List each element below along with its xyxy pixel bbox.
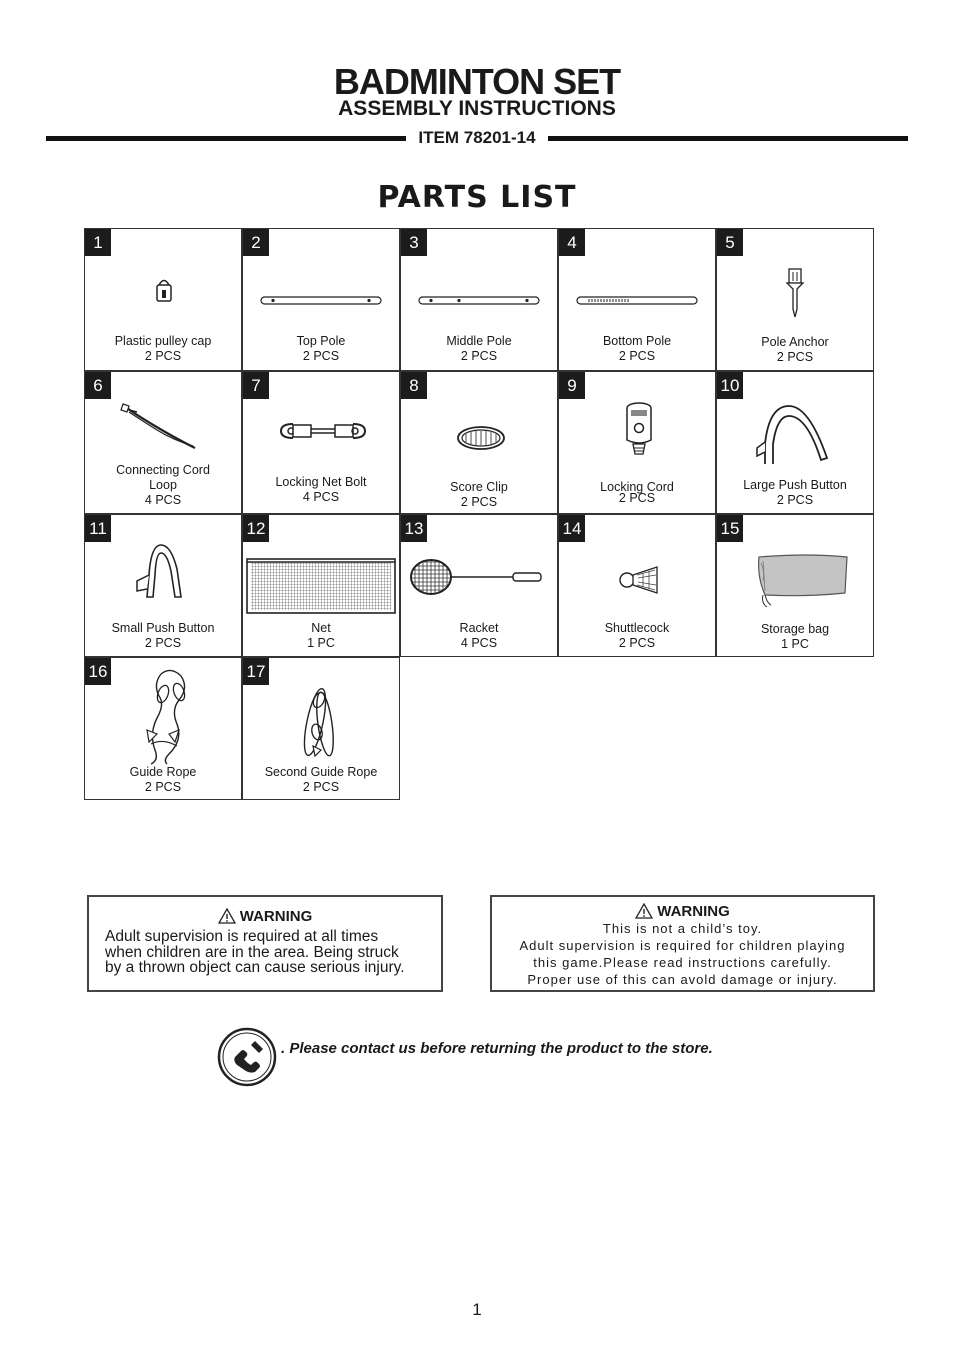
warning-line: Adult supervision is required for children playing — [519, 938, 846, 953]
part-name: Storage bag — [760, 622, 830, 636]
part-label — [401, 621, 557, 651]
large-push-button-icon — [717, 400, 873, 470]
part-number: 12 — [243, 515, 269, 542]
part-name: Net — [311, 621, 331, 635]
part-qty: 2 PCS — [618, 491, 656, 505]
part-qty: 2 PCS — [618, 636, 656, 650]
part-cell — [558, 514, 716, 657]
part-cell — [242, 371, 400, 514]
warning-heading-text: WARNING — [239, 908, 313, 925]
part-qty: 2 PCS — [144, 780, 182, 794]
part-number: 15 — [717, 515, 743, 542]
part-label — [85, 621, 241, 651]
part-name: Second Guide Rope — [264, 765, 378, 779]
part-label — [559, 480, 715, 506]
part-label — [717, 478, 873, 508]
part-cell — [558, 371, 716, 514]
part-qty: 1 PC — [781, 637, 809, 651]
pole-anchor-icon — [717, 265, 873, 321]
part-qty: 2 PCS — [302, 780, 340, 794]
part-cell — [558, 228, 716, 371]
part-qty: 2 PCS — [460, 349, 498, 363]
warning-heading — [492, 903, 873, 921]
part-name: Small Push Button — [111, 621, 215, 635]
part-name: Shuttlecock — [604, 621, 670, 635]
part-qty: 2 PCS — [776, 350, 814, 364]
divider-right — [548, 136, 908, 141]
second-guide-rope-icon — [243, 682, 399, 764]
contact-note: . Please contact us before returning the product to the store. — [281, 1040, 713, 1057]
phone-icon — [217, 1027, 277, 1087]
parts-list-title: PARTS LIST — [377, 180, 577, 215]
part-cell — [84, 657, 242, 800]
part-label — [401, 480, 557, 510]
part-number: 1 — [85, 229, 111, 256]
bottom-pole-icon — [559, 289, 715, 313]
warning-triangle-icon — [218, 908, 236, 924]
warning-box-supervision — [87, 895, 443, 992]
part-label — [85, 334, 241, 364]
part-cell — [716, 228, 874, 371]
part-name: Top Pole — [296, 334, 346, 348]
middle-pole-icon — [401, 289, 557, 313]
part-label — [559, 621, 715, 651]
storage-bag-icon — [717, 551, 873, 613]
part-qty: 4 PCS — [460, 636, 498, 650]
part-number: 14 — [559, 515, 585, 542]
pulley-cap-icon — [85, 271, 241, 311]
part-label — [717, 335, 873, 365]
part-qty: 2 PCS — [460, 495, 498, 509]
part-cell — [400, 514, 558, 657]
warning-box-not-toy — [490, 895, 875, 992]
item-code: ITEM 78201-14 — [418, 128, 536, 147]
part-cell — [400, 228, 558, 371]
part-qty: 2 PCS — [144, 636, 182, 650]
warning-line: this game.Please read instructions carefully. — [533, 955, 832, 970]
racket-icon — [401, 557, 557, 601]
parts-grid — [84, 228, 875, 801]
part-cell — [716, 371, 874, 514]
warning-heading-text: WARNING — [657, 903, 730, 920]
part-name: Bottom Pole — [602, 334, 672, 348]
warning-line: by a thrown object can cause serious injury. — [105, 959, 405, 976]
document-title: BADMINTON SET — [333, 61, 621, 102]
part-label — [559, 334, 715, 364]
part-name: Guide Rope — [129, 765, 197, 779]
page-number: 1 — [472, 1300, 482, 1319]
part-number: 7 — [243, 372, 269, 399]
part-name: Large Push Button — [743, 478, 847, 492]
part-number: 9 — [559, 372, 585, 399]
document-subtitle: ASSEMBLY INSTRUCTIONS — [338, 97, 616, 120]
part-label — [243, 334, 399, 364]
part-cell — [716, 514, 874, 657]
part-cell — [84, 371, 242, 514]
top-pole-icon — [243, 289, 399, 313]
locking-cord-icon — [559, 398, 715, 468]
part-label — [243, 621, 399, 651]
part-number: 5 — [717, 229, 743, 256]
net-bolt-icon — [243, 416, 399, 446]
divider-left — [46, 136, 406, 141]
warning-body — [105, 929, 435, 976]
small-push-button-icon — [85, 539, 241, 605]
part-cell — [84, 514, 242, 657]
part-name: Racket — [459, 621, 499, 635]
part-name: Plastic pulley cap — [114, 334, 212, 348]
part-label — [243, 475, 399, 505]
warning-heading — [89, 908, 441, 926]
part-qty: 4 PCS — [144, 493, 182, 507]
part-cell — [242, 228, 400, 371]
part-number: 3 — [401, 229, 427, 256]
warning-line: Proper use of this can avold damage or injury. — [527, 972, 838, 987]
shuttlecock-icon — [559, 563, 715, 597]
part-qty: 2 PCS — [776, 493, 814, 507]
part-name: Pole Anchor — [761, 335, 829, 349]
warning-triangle-icon — [635, 903, 653, 919]
part-number: 10 — [717, 372, 743, 399]
part-label — [85, 463, 241, 508]
part-name: Middle Pole — [446, 334, 512, 348]
part-name: Loop — [149, 478, 177, 492]
cord-loop-icon — [85, 396, 241, 456]
part-qty: 2 PCS — [618, 349, 656, 363]
guide-rope-icon — [85, 664, 241, 766]
part-cell — [242, 514, 400, 657]
part-number: 8 — [401, 372, 427, 399]
part-label — [85, 765, 241, 795]
part-cell — [242, 657, 400, 800]
part-number: 11 — [85, 515, 111, 542]
warning-line: when children are in the area. Being struck — [105, 943, 399, 961]
warning-body — [492, 920, 873, 988]
net-icon — [243, 557, 399, 617]
part-label — [717, 622, 873, 652]
part-number: 13 — [401, 515, 427, 542]
score-clip-icon — [401, 422, 557, 456]
part-cell — [84, 228, 242, 371]
part-label — [401, 334, 557, 364]
part-number: 16 — [85, 658, 111, 685]
part-name: Connecting Cord — [116, 463, 210, 477]
part-qty: 1 PC — [307, 636, 335, 650]
part-number: 2 — [243, 229, 269, 256]
part-cell — [400, 371, 558, 514]
part-name: Score Clip — [450, 480, 508, 494]
part-number: 17 — [243, 658, 269, 685]
part-label — [243, 765, 399, 795]
part-number: 6 — [85, 372, 111, 399]
warning-line: Adult supervision is required at all times — [105, 928, 379, 945]
part-number: 4 — [559, 229, 585, 256]
part-name: Locking Net Bolt — [275, 475, 367, 489]
part-qty: 4 PCS — [302, 490, 340, 504]
part-qty: 2 PCS — [144, 349, 182, 363]
part-name: Locking Cord — [600, 480, 674, 494]
part-qty: 2 PCS — [302, 349, 340, 363]
warning-line: This is not a child’s toy. — [602, 921, 763, 936]
